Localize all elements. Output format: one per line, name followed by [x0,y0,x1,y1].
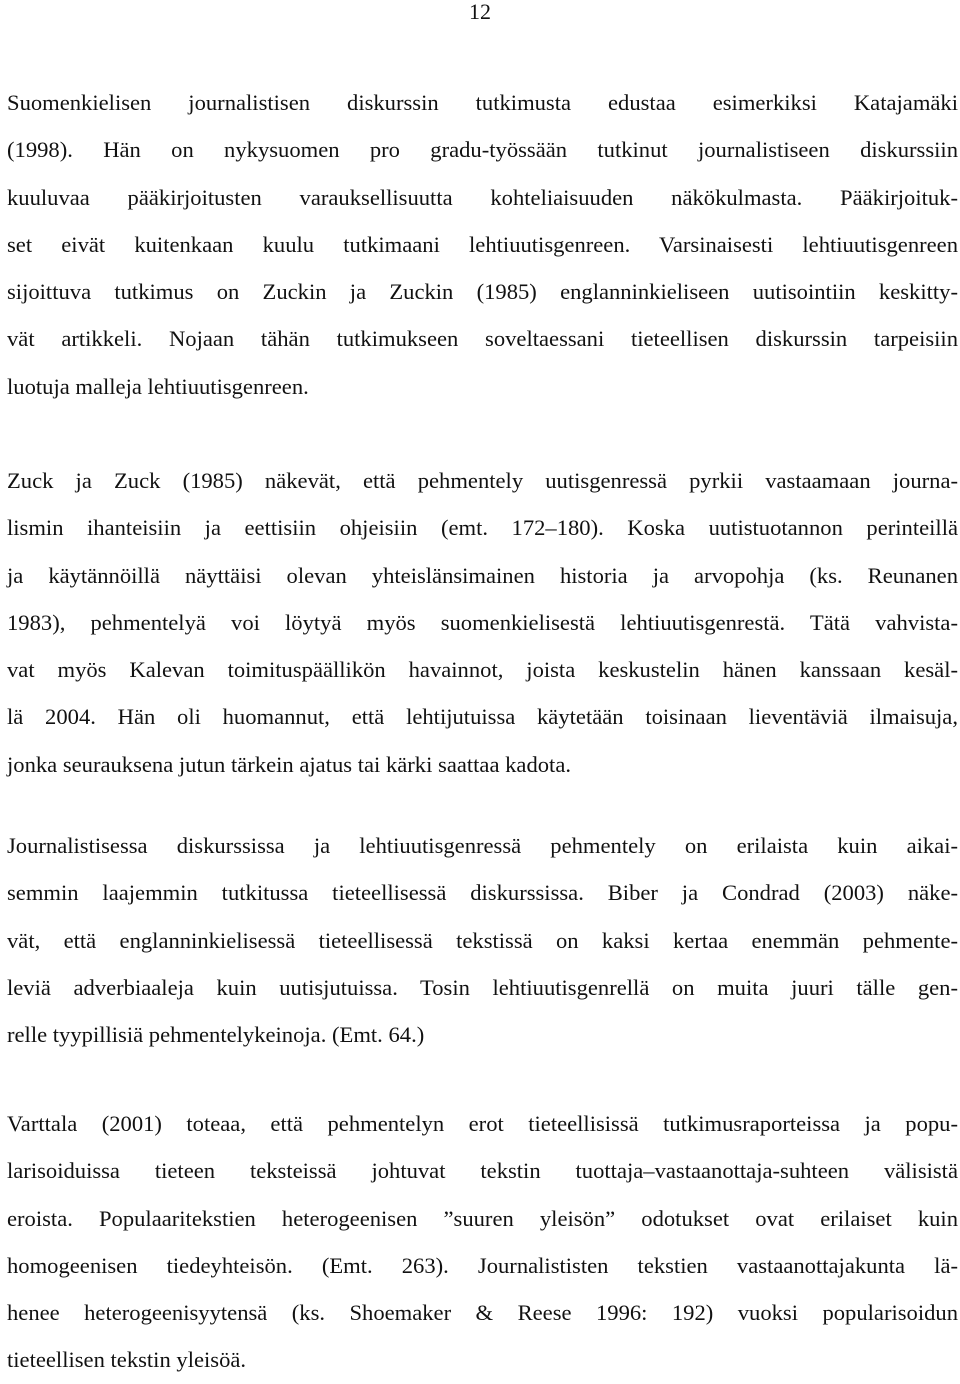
text-line: lismin ihanteisiin ja eettisiin ohjeisiin (emt. 172–180). Koska uutistuotannon perinteillä [7,515,958,541]
text-line: vät artikkeli. Nojaan tähän tutkimukseen soveltaessani tieteellisen diskurssin tarpeisiin [7,326,958,352]
text-line: vät, että englanninkielisessä tieteellisessä tekstissä on kaksi kertaa enemmän pehmente- [7,927,958,953]
text-line: (1998). Hän on nykysuomen pro gradu-työssään tutkinut journalistiseen diskurssiin [7,137,958,163]
text-line: henee heterogeenisyytensä (ks. Shoemaker & Reese 1996: 192) vuoksi popularisoidun [7,1300,958,1326]
text-line: Varttala (2001) toteaa, että pehmentelyn erot tieteellisissä tutkimusraporteissa ja popu- [7,1111,958,1136]
text-line: luotuja malleja lehtiuutisgenreen. [7,373,309,399]
paragraph-1 [7,79,958,410]
text-line: sijoittuva tutkimus on Zuckin ja Zuckin (1985) englanninkieliseen uutisointiin keskitty- [7,279,958,305]
text-line: ja käytännöillä näyttäisi olevan yhteislänsimainen historia ja arvopohja (ks. Reunanen [7,562,958,588]
text-line: kuuluvaa pääkirjoitusten varauksellisuutta kohteliaisuuden näkökulmasta. Pääkirjoituk- [7,184,958,210]
text-line: set eivät kuitenkaan kuulu tutkimaani lehtiuutisgenreen. Varsinaisesti lehtiuutisgenreen [7,231,958,257]
page-number: 12 [469,0,491,24]
text-line: homogeenisen tiedeyhteisön. (Emt. 263). Journalististen tekstien vastaanottajakunta lä- [7,1252,958,1278]
text-line: relle tyypillisiä pehmentelykeinoja. (Emt. 64.) [7,1022,425,1048]
text-line: semmin laajemmin tutkitussa tieteellisessä diskurssissa. Biber ja Condrad (2003) näke- [7,880,958,906]
text-line: Suomenkielisen journalistisen diskurssin tutkimusta edustaa esimerkiksi Katajamäki [7,90,958,115]
paragraph-4 [7,1100,958,1384]
text-line: lä 2004. Hän oli huomannut, että lehtijutuissa käytetään toisinaan lieventäviä ilmaisuja, [7,704,958,730]
text-line: Journalistisessa diskurssissa ja lehtiuutisgenressä pehmentely on erilaista kuin aikai- [7,833,958,858]
text-line: larisoiduissa tieteen teksteissä johtuvat tekstin tuottaja–vastaanottaja-suhteen välisistä [7,1158,958,1184]
text-line: Zuck ja Zuck (1985) näkevät, että pehmentely uutisgenressä pyrkii vastaamaan journa- [7,468,958,493]
text-line: jonka seurauksena jutun tärkein ajatus tai kärki saattaa kadota. [7,751,572,777]
text-line: tieteellisen tekstin yleisöä. [7,1347,247,1373]
text-line: eroista. Populaaritekstien heterogeenisen ”suuren yleisön” odotukset ovat erilaiset kuin [7,1205,958,1231]
paragraph-2 [7,457,958,788]
text-line: leviä adverbiaaleja kuin uutisjutuissa. Tosin lehtiuutisgenrellä on muita juuri tälle gen- [7,974,958,1000]
paragraph-3 [7,822,958,1058]
text-line: 1983), pehmentelyä voi löytyä myös suomenkielisestä lehtiuutisgenrestä. Tätä vahvista- [7,609,958,635]
text-line: vat myös Kalevan toimituspäällikön havainnot, joista keskustelin hänen kanssaan kesäl- [7,657,958,683]
